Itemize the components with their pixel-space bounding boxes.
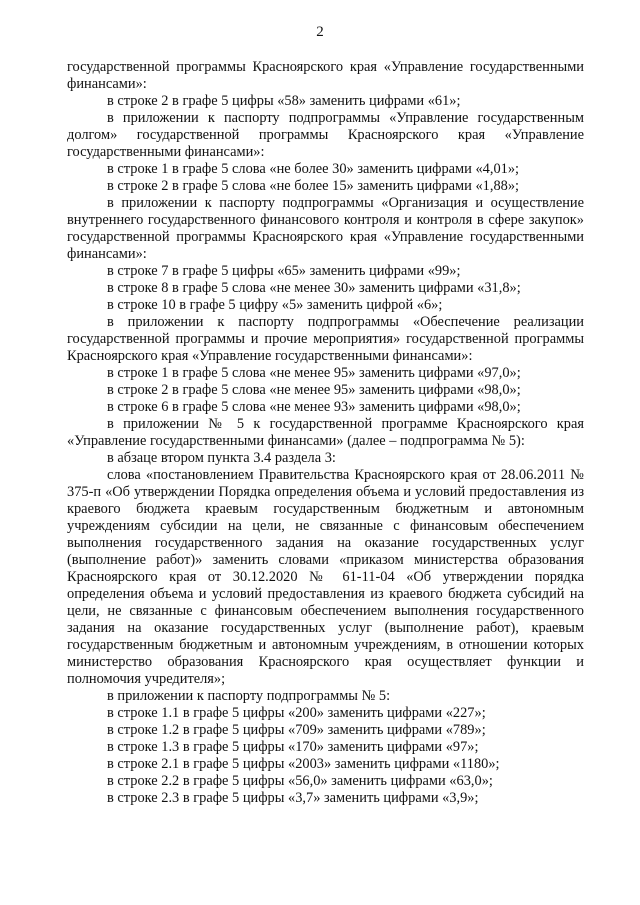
paragraph: в строке 10 в графе 5 цифру «5» заменить цифрой «6»; <box>107 297 443 313</box>
page-number: 2 <box>316 24 324 40</box>
paragraph: в строке 2.3 в графе 5 цифры «3,7» заменить цифрами «3,9»; <box>107 790 479 806</box>
paragraph: в приложении к паспорту подпрограммы «Управление государственным долгом» государственной программы Красноярского края «Управление государственными финансами»: <box>67 110 584 160</box>
paragraph: в абзаце втором пункта 3.4 раздела 3: <box>107 450 336 466</box>
paragraph: в приложении к паспорту подпрограммы № 5: <box>107 688 391 704</box>
paragraph: в приложении к паспорту подпрограммы «Организация и осуществление внутреннего государственного финансового контроля и контроля в сфере закупок» государственной программы Красноярского края «Управление государственными финансами»: <box>67 195 584 262</box>
paragraph: в строке 1.1 в графе 5 цифры «200» заменить цифрами «227»; <box>107 705 486 721</box>
paragraph: в приложении № 5 к государственной программе Красноярского края «Управление государственными финансами» (далее – подпрограмма № 5): <box>67 416 584 449</box>
paragraph: государственной программы Красноярского края «Управление государственными финансами»: <box>67 59 584 92</box>
paragraph: в строке 2 в графе 5 слова «не более 15» заменить цифрами «1,88»; <box>107 178 520 194</box>
paragraph: в строке 2 в графе 5 слова «не менее 95» заменить цифрами «98,0»; <box>107 382 521 398</box>
paragraph: в строке 6 в графе 5 слова «не менее 93» заменить цифрами «98,0»; <box>107 399 521 415</box>
paragraph: в строке 1 в графе 5 слова «не более 30» заменить цифрами «4,01»; <box>107 161 520 177</box>
paragraph: в строке 2.1 в графе 5 цифры «2003» заменить цифрами «1180»; <box>107 756 500 772</box>
paragraph: слова «постановлением Правительства Красноярского края от 28.06.2011 № 375-п «Об утверждении Порядка определения объема и условий предоставления из краевого бюджета краевым государственным бюджетным и автономным учреждениям субсидии на цели, не связанные с финансовым обеспечением выполнения государственного задания на оказание государственных услуг (выполнение работ)» заменить словами «приказом министерства образования Красноярского края от 30.12.2020 № 61-11-04 «Об утверждении порядка определения объема и условий предоставления из краевого бюджета субсидий на цели, не связанные с финансовым обеспечением выполнения государственного задания на оказание государственных услуг (выполнение работ), краевым государственным бюджетным и автономным учреждениям, в отношении которых министерство образования Красноярского края осуществляет функции и полномочия учредителя»; <box>67 467 584 687</box>
document-body <box>67 59 584 807</box>
paragraph: в строке 2 в графе 5 цифры «58» заменить цифрами «61»; <box>107 93 461 109</box>
paragraph: в строке 1.2 в графе 5 цифры «709» заменить цифрами «789»; <box>107 722 486 738</box>
paragraph: в строке 1 в графе 5 слова «не менее 95» заменить цифрами «97,0»; <box>107 365 521 381</box>
paragraph: в строке 8 в графе 5 слова «не менее 30» заменить цифрами «31,8»; <box>107 280 521 296</box>
paragraph: в строке 2.2 в графе 5 цифры «56,0» заменить цифрами «63,0»; <box>107 773 493 789</box>
paragraph: в приложении к паспорту подпрограммы «Обеспечение реализации государственной программы и прочие мероприятия» государственной программы Красноярского края «Управление государственными финансами»: <box>67 314 584 364</box>
paragraph: в строке 1.3 в графе 5 цифры «170» заменить цифрами «97»; <box>107 739 479 755</box>
paragraph: в строке 7 в графе 5 цифры «65» заменить цифрами «99»; <box>107 263 461 279</box>
